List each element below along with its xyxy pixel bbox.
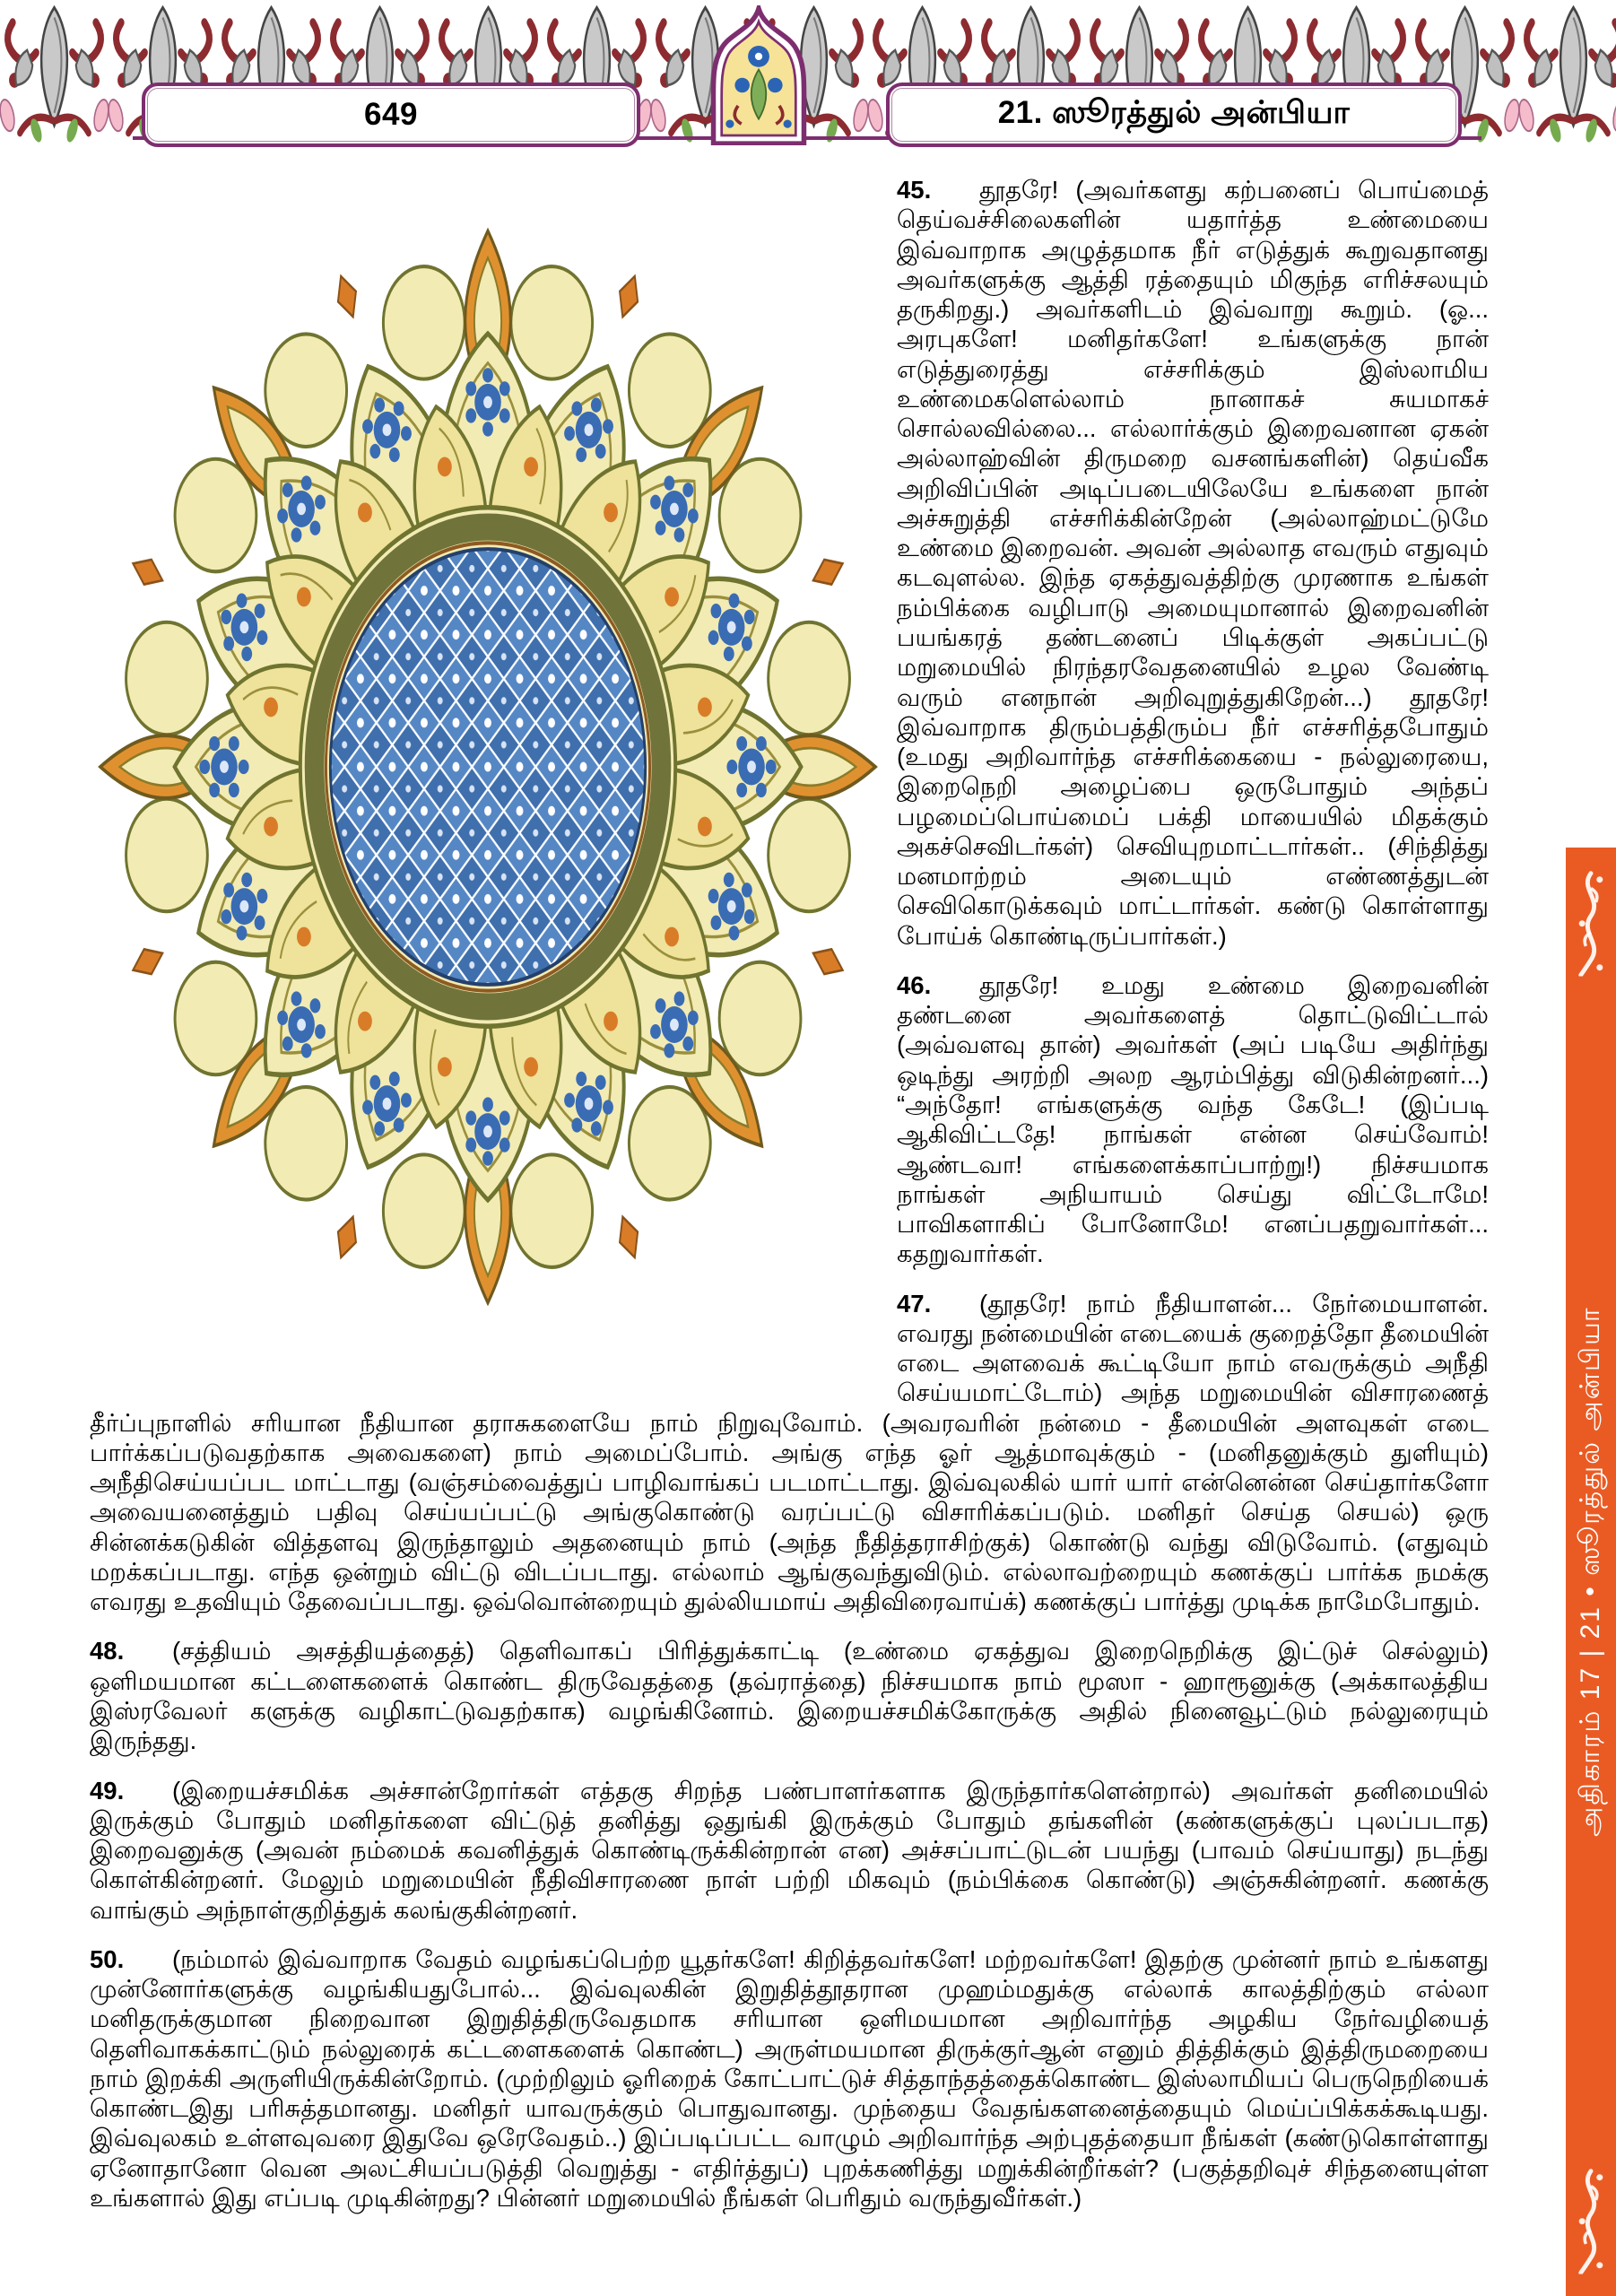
surah-title-banner [886, 83, 1462, 147]
arabesque-motif-icon [0, 0, 109, 148]
verse-50 [90, 1944, 1489, 2213]
page-number: 649 [364, 97, 418, 132]
verse-text: (தூதரே! நாம் நீதியாளன்... நேர்மையாளன். எவரது நன்மையின் எடையைக் குறைத்தோ தீமையின் எடை அளவைக் கூட்டியோ நாம் எவருக்கும் அநீதி செய்யமாட்டோம்) அந்த மறுமையின் விசாரணைத் தீர்ப்புநாளில் சரியான நீதியான தராசுகளையே நாம் நிறுவுவோம். (அவரவரின் நன்மை - தீமையின் அளவுகள் எடை பார்க்கப்படுவதற்காக அவைகளை) நாம் அமைப்போம். அங்கு எந்த ஓர் ஆத்மாவுக்கும் - (மனிதனுக்கும் துளியும்) அநீதிசெய்யப்பட மாட்டாது (வஞ்சம்வைத்துப் பாழிவாங்கப் படமாட்டாது. இவ்வுலகில் யார் யார் என்னென்ன செய்தார்களோ அவையனைத்தும் பதிவு செய்யப்பட்டு அங்குகொண்டு வரப்பட்டு விசாரிக்கப்படும். மனிதர் செய்த செயல்) ஒரு சின்னக்கடுகின் வித்தளவு இருந்தாலும் அதனையும் நாம் (அந்த நீதித்தராசிற்குக்) கொண்டு வந்து விடுவோம். (எதுவும் மறக்கப்படாது. எந்த ஒன்றும் விட்டு விடப்படாது. எல்லாம் ஆங்குவந்துவிடும். எல்லாவற்றையும் கணக்குப் பார்க்க நமக்கு எவரது உதவியும் தேவைப்படாது. ஒவ்வொன்றையும் துல்லியமாய் அதிவிரைவாய்க்) கணக்குப் பார்த்து முடிக்க நாமேபோதும். [90, 1289, 1489, 1616]
verse-text: (நம்மால் இவ்வாறாக வேதம் வழங்கப்பெற்ற யூதர்களே! கிறித்தவர்களே! மற்றவர்களே! இதற்கு முன்னர் நாம் உங்களது முன்னோர்களுக்கு வழங்கியதுபோல்... இவ்வுலகின் இறுதித்தூதரான முஹம்மதுக்கு எல்லாக் காலத்திற்கும் எல்லா மனிதருக்குமான நிறைவான இறுதித்திருவேதமாக சரியான ஒளிமயமான அறிவார்ந்த அழகிய நேர்வழியைத் தெளிவாகக்காட்டும் நல்லுரைக் கட்டளைகளைக் கொண்ட) அருள்மயமான திருக்குர்ஆன் எனும் தித்திக்கும் இத்திருமறையை நாம் இறக்கி அருளியிருக்கின்றோம். (முற்றிலும் ஓரிறைக் கோட்பாட்டுச் சித்தாந்தத்தைக்கொண்ட இஸ்லாமியப் பெருநெறியைக் கொண்டஇது பரிசுத்தமானது. மனிதர் யாவருக்கும் பொதுவானது. முந்தைய வேதங்களனைத்தையும் மெய்ப்பிக்கக்கூடியது. இவ்வுலகம் உள்ளவுவரை இதுவே ஒரேவேதம்..) இப்படிப்பட்ட வாழும் அறிவார்ந்த அற்புதத்தையா நீங்கள் (கண்டுகொள்ளாது ஏனோதானோ வென அலட்சியப்படுத்தி வெறுத்து - எதிர்த்துப்) புறக்கணித்து மறுக்கின்றீர்கள்? (பகுத்தறிவுச் சிந்தனையுள்ள உங்களால் இது எப்படி முடிகின்றது? பின்னர் மறுமையில் நீங்கள் பெரிதும் வருந்துவீர்கள்.) [90, 1944, 1489, 2212]
verse-number: 49. [90, 1776, 125, 1805]
verse-number: 50. [90, 1944, 125, 1973]
verse-text: (இறையச்சமிக்க அச்சான்றோர்கள் எத்தகு சிறந்த பண்பாளர்களாக இருந்தார்களென்றால்) அவர்கள் தனிமையில் இருக்கும் போதும் மனிதர்களை விட்டுத் தனித்து ஒதுங்கி இருக்கும் போதும் தங்களின் (கண்களுக்குப் புலப்படாத) இறைவனுக்கு (அவன் நம்மைக் கவனித்துக் கொண்டிருக்கின்றான் என) அச்சப்பாட்டுடன் பயந்து (பாவம் செய்யாது) நடந்து கொள்கின்றனர். மேலும் மறுமையின் நீதிவிசாரணை நாள் பற்றி மிகவும் (நம்பிக்கை கொண்டு) அஞ்சுகின்றனர். கணக்கு வாங்கும் அந்நாள்குறித்துக் கலங்குகின்றனர். [90, 1776, 1489, 1924]
page-number-banner [142, 83, 640, 147]
chapter-side-tab [1566, 848, 1616, 2296]
white-flourish-icon [1572, 2154, 1610, 2287]
verse-number: 48. [90, 1637, 125, 1665]
white-flourish-icon [1572, 857, 1610, 989]
verse-number: 47. [897, 1289, 932, 1318]
verse-text: தூதரே! (அவர்களது கற்பனைப் பொய்மைத் தெய்வச்சிலைகளின் யதார்த்த உண்மையை இவ்வாறாக அழுத்தமாக நீர் எடுத்துக் கூறுவதானது அவர்களுக்கு ஆத்தி ரத்தையும் மிகுந்த எரிச்சலயும் தருகிறது.) அவர்களிடம் இவ்வாறு கூறும். (ஓ... அரபுகளே! மனிதர்களே! உங்களுக்கு நான் எடுத்துரைத்து எச்சரிக்கும் இஸ்லாமிய உண்மைகளெல்லாம் நானாகச் சுயமாகச் சொல்லவில்லை... எல்லார்க்கும் இறைவனான ஏகன் அல்லாஹ்வின் திருமறை வசனங்களின்) தெய்வீக அறிவிப்பின் அடிப்படையிலேயே உங்களை நான் அச்சுறுத்தி எச்சரிக்கின்றேன் (அல்லாஹ்மட்டுமே உண்மை இறைவன். அவன் அல்லாத எவரும் எதுவும் கடவுளல்ல. இந்த ஏகத்துவத்திற்கு முரணாக உங்கள் நம்பிக்கை வழிபாடு அமையுமானால் இறைவனின் பயங்கரத் தண்டனைப் பிடிக்குள் அகப்பட்டு மறுமையில் நிரந்தரவேதனையில் உழல வேண்டி வரும் எனநான் அறிவுறுத்துகிறேன்...) தூதரே! இவ்வாறாக திரும்பத்திரும்ப நீர் எச்சரித்தபோதும் (உமது அறிவார்ந்த எச்சரிக்கையை - நல்லுரையை, இறைநெறி அழைப்பை ஒருபோதும் அந்தப் பழமைப்பொய்மைப் பக்தி மாயையில் மிதக்கும் அகச்செவிடர்கள்) செவியுறமாட்டார்கள்.. (சிந்தித்து மனமாற்றம் அடையும் எண்ணத்துடன் செவிகொடுக்கவும் மாட்டார்கள். கண்டு கொள்ளாது போய்க் கொண்டிருப்பார்கள்.) [897, 176, 1489, 950]
center-medallion-ornament-icon [647, 5, 870, 145]
verse-number: 45. [897, 176, 932, 204]
verse-number: 46. [897, 970, 932, 999]
surah-title: 21. ஸூரத்துல் அன்பியா [997, 95, 1351, 130]
verse-text: தூதரே! உமது உண்மை இறைவனின் தண்டனை அவர்களைத் தொட்டுவிட்டால் (அவ்வளவு தான்) அவர்கள் (அப் படியே அதிர்ந்து ஒடிந்து அரற்றி அலற ஆரம்பித்து விடுகின்றனர்...) “அந்தோ! எங்களுக்கு வந்த கேடே! (இப்படி ஆகிவிட்டதே! நாங்கள் என்ன செய்வோம்! ஆண்டவா! எங்களைக்காப்பாற்று!) நிச்சயமாக நாங்கள் அநியாயம் செய்து விட்டோமே! பாவிகளாகிப் போனோமே! எனப்பதறுவார்கள்... கதறுவார்கள். [897, 970, 1489, 1268]
side-tab-label: அதிகாரம் 17 | 21 • ஸூரத்துல் அன்பியா [1576, 1306, 1605, 1838]
verse-49 [90, 1776, 1489, 1925]
mandala-artwork [90, 175, 897, 1401]
verse-text-area [90, 175, 1489, 2232]
arabesque-motif-icon [1519, 0, 1616, 148]
verse-text: (சத்தியம் அசத்தியத்தைத்) தெளிவாகப் பிரித்துக்காட்டி (உண்மை ஏகத்துவ இறைநெறிக்கு இட்டுச் செல்லும்) ஒளிமயமான கட்டளைகளைக் கொண்ட திருவேதத்தை (தவ்ராத்தை) நிச்சயமாக நாம் மூஸா - ஹாரூனுக்கு (அக்காலத்திய இஸ்ரவேலர் களுக்கு வழிகாட்டுவதற்காக) வழங்கினோம். இறையச்சமிக்கோருக்கு அதில் நினைவூட்டும் நல்லுரையும் இருந்தது. [90, 1637, 1489, 1755]
verse-48 [90, 1636, 1489, 1755]
islamic-mandala-icon [90, 216, 886, 1318]
